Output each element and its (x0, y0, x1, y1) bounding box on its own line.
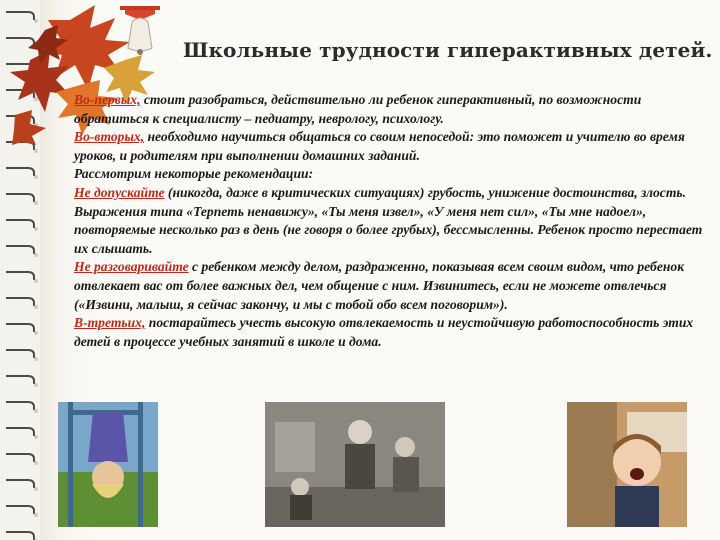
paragraph-expressions (74, 203, 706, 259)
binding-hole (34, 409, 38, 413)
binding-hole (34, 201, 38, 205)
binding-hole (34, 435, 38, 439)
binding-hole (34, 175, 38, 179)
binding-hole (34, 331, 38, 335)
page-title: Школьные трудности гиперактивных детей. (183, 38, 713, 62)
paragraph-text: Рассмотрим некоторые рекомендации: (74, 166, 314, 182)
paragraph-do-not-allow (74, 184, 706, 203)
paragraph-text: стоит разобраться, действительно ли ребенок гиперактивный, по возможности обратиться к специалисту – педиатру, неврологу, психологу. (74, 92, 642, 126)
paragraph-lead: Во-первых, (74, 92, 141, 107)
paragraph-text: необходимо научиться общаться со своим непоседой: это поможет и учителю во время уроков, и родителям при выполнении домашних заданий. (74, 129, 685, 163)
binding-hole (34, 149, 38, 153)
photo-child-hanging-upside-down (58, 402, 158, 527)
paragraph-recommendations (74, 165, 706, 184)
paragraph-first (74, 91, 706, 128)
binding-hole (34, 227, 38, 231)
paragraph-text: постарайтесь учесть высокую отвлекаемость и неустойчивую работоспособность этих детей в процессе учебных занятий в школе и дома. (74, 315, 694, 349)
paragraph-do-not-talk (74, 258, 706, 314)
photo-boy-screaming (567, 402, 687, 527)
binding-hole (34, 305, 38, 309)
binding-hole (34, 253, 38, 257)
paragraph-text: Выражения типа «Терпеть ненавижу», «Ты меня извел», «У меня нет сил», «Ты мне надоел», повторяемые несколько раз в день (не говоря о более грубых), бессмысленны. Ребенок просто перестает их слышать. (74, 203, 703, 256)
school-bell-icon (120, 6, 160, 55)
paragraph-lead: В-третьих, (74, 315, 146, 331)
paragraph-text: (никогда, даже в критических ситуациях) грубость, унижение достоинства, злость. (164, 184, 687, 200)
binding-hole (34, 357, 38, 361)
binding-hole (34, 513, 38, 517)
paragraph-lead: Не разговаривайте (74, 259, 189, 275)
body-text (74, 91, 706, 351)
paragraph-text: с ребенком между делом, раздраженно, показывая всем своим видом, что ребенок отвлекает вас от более важных дел, чем общение с ним. Извинитесь, если не можете отвлечься («Извини, малыш, я сейчас закончу, и мы с тобой обо всем поговорим»). (74, 259, 685, 312)
binding-hole (34, 383, 38, 387)
binding-hole (34, 461, 38, 465)
paragraph-lead: Во-вторых, (74, 129, 145, 145)
photo-classroom-children (265, 402, 445, 527)
paragraph-third (74, 314, 706, 351)
paragraph-second (74, 128, 706, 165)
paragraph-lead: Не допускайте (74, 184, 165, 200)
binding-hole (34, 487, 38, 491)
binding-hole (34, 279, 38, 283)
